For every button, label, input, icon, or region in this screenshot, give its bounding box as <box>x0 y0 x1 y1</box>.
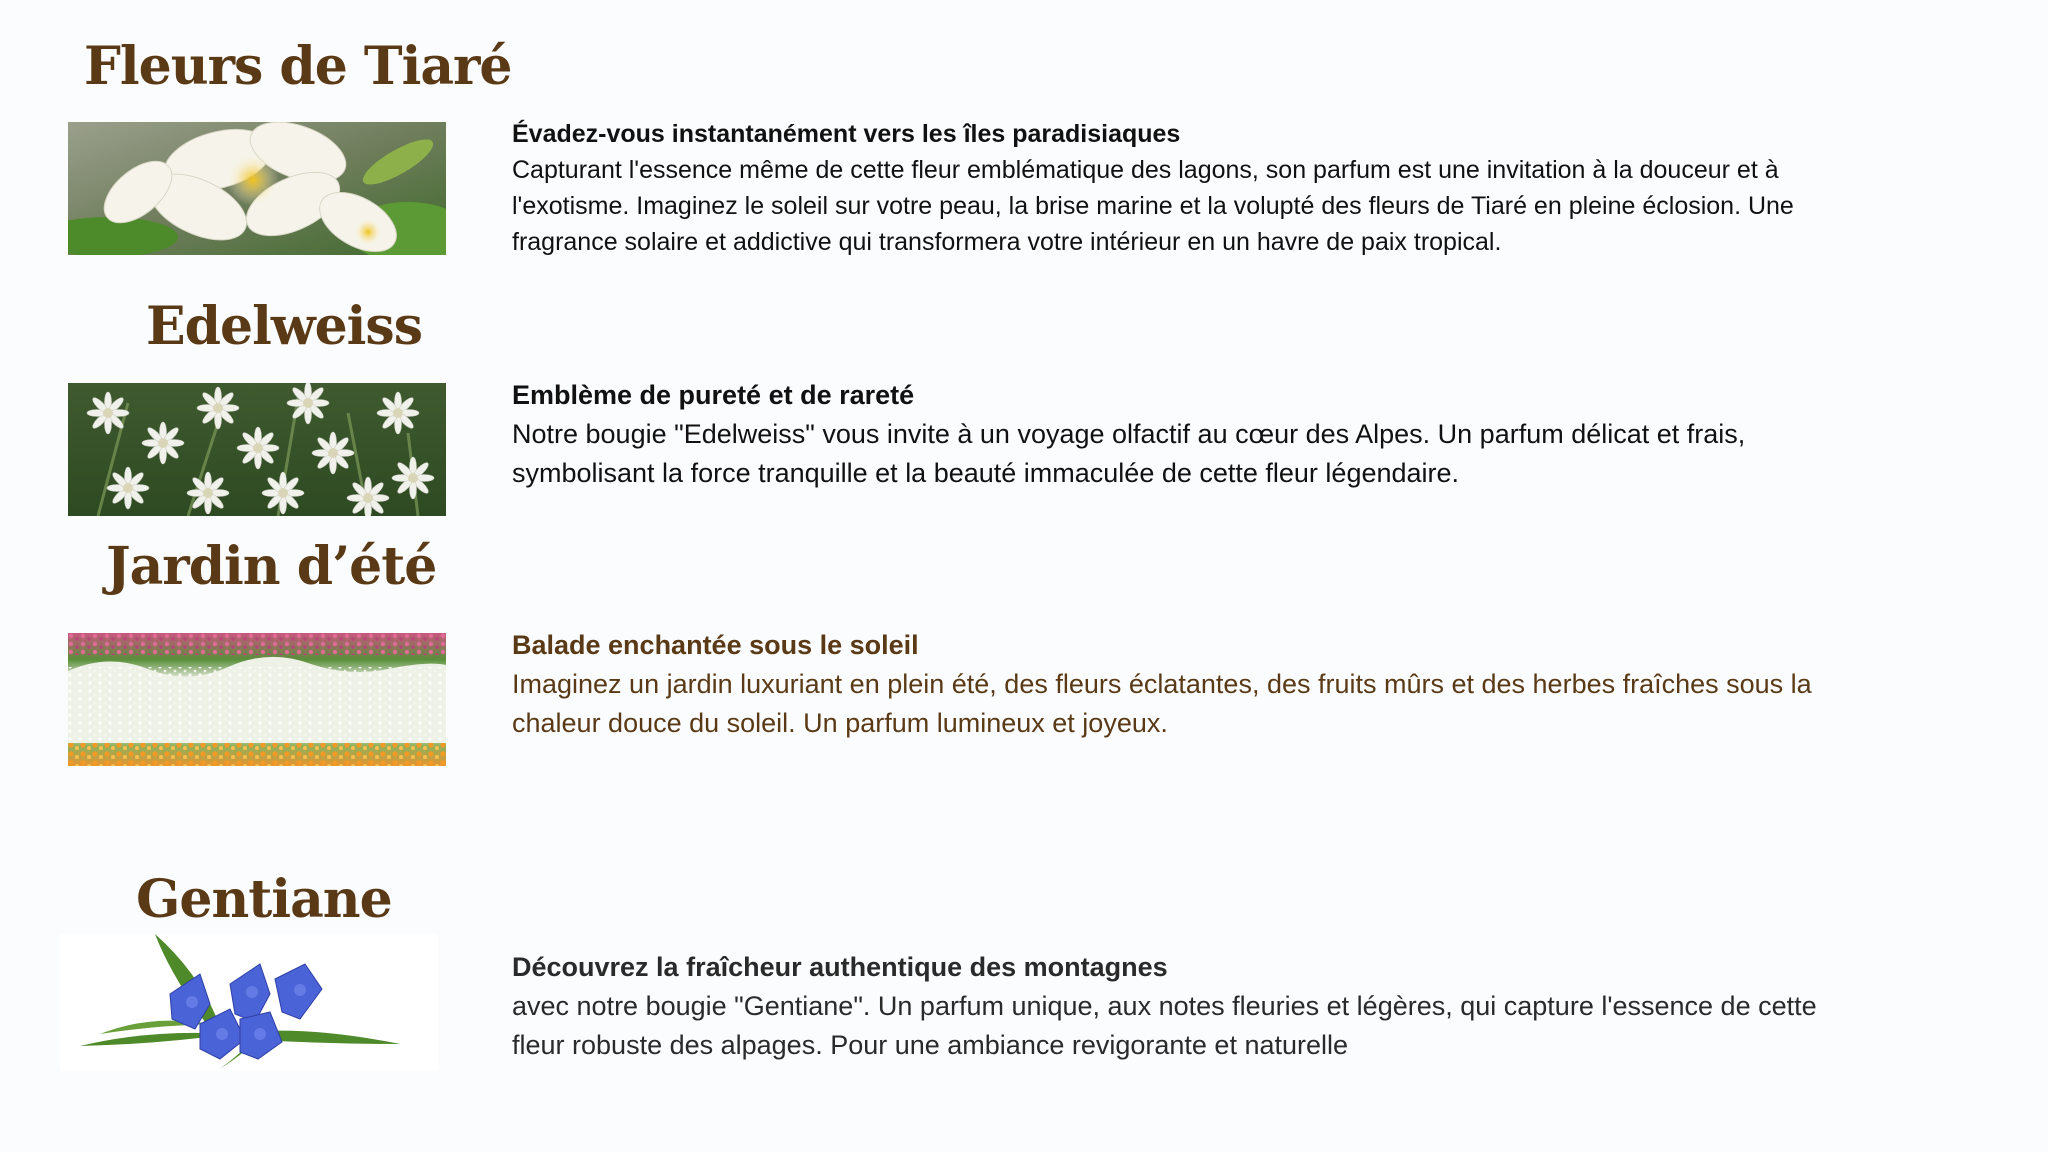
tiare-flower-photo <box>68 122 446 255</box>
product-heading-gentiane: Découvrez la fraîcheur authentique des montagnes <box>512 952 1168 982</box>
product-title-edelweiss: Edelweiss <box>146 296 422 357</box>
edelweiss-flower-photo <box>68 383 446 516</box>
product-body-gentiane: avec notre bougie "Gentiane". Un parfum unique, aux notes fleuries et légères, qui capture l'essence de cette fleur robuste des alpages. Pour une ambiance revigorante et naturelle <box>512 991 1817 1060</box>
product-title-tiare: Fleurs de Tiaré <box>84 36 512 97</box>
gentian-flower-photo <box>60 934 438 1071</box>
product-title-jardin-ete: Jardin d’été <box>106 536 437 597</box>
product-heading-tiare: Évadez-vous instantanément vers les îles paradisiaques <box>512 120 1181 148</box>
product-heading-jardin-ete: Balade enchantée sous le soleil <box>512 630 919 660</box>
product-description-tiare <box>512 116 1872 260</box>
product-description-gentiane <box>512 948 1872 1065</box>
product-body-jardin-ete: Imaginez un jardin luxuriant en plein été, des fleurs éclatantes, des fruits mûrs et des herbes fraîches sous la chaleur douce du soleil. Un parfum lumineux et joyeux. <box>512 669 1812 738</box>
product-heading-edelweiss: Emblème de pureté et de rareté <box>512 380 915 410</box>
product-description-edelweiss <box>512 376 1872 493</box>
product-description-jardin-ete <box>512 626 1872 743</box>
product-title-gentiane: Gentiane <box>136 869 392 930</box>
product-body-tiare: Capturant l'essence même de cette fleur emblématique des lagons, son parfum est une invitation à la douceur et à l'exotisme. Imaginez le soleil sur votre peau, la brise marine et la volupté des fleurs de Tiaré en pleine éclosion. Une fragrance solaire et addictive qui transformera votre intérieur en un havre de paix tropical. <box>512 156 1794 256</box>
product-body-edelweiss: Notre bougie "Edelweiss" vous invite à un voyage olfactif au cœur des Alpes. Un parfum délicat et frais, symbolisant la force tranquille et la beauté immaculée de cette fleur légendaire. <box>512 419 1746 488</box>
summer-garden-photo <box>68 633 446 766</box>
